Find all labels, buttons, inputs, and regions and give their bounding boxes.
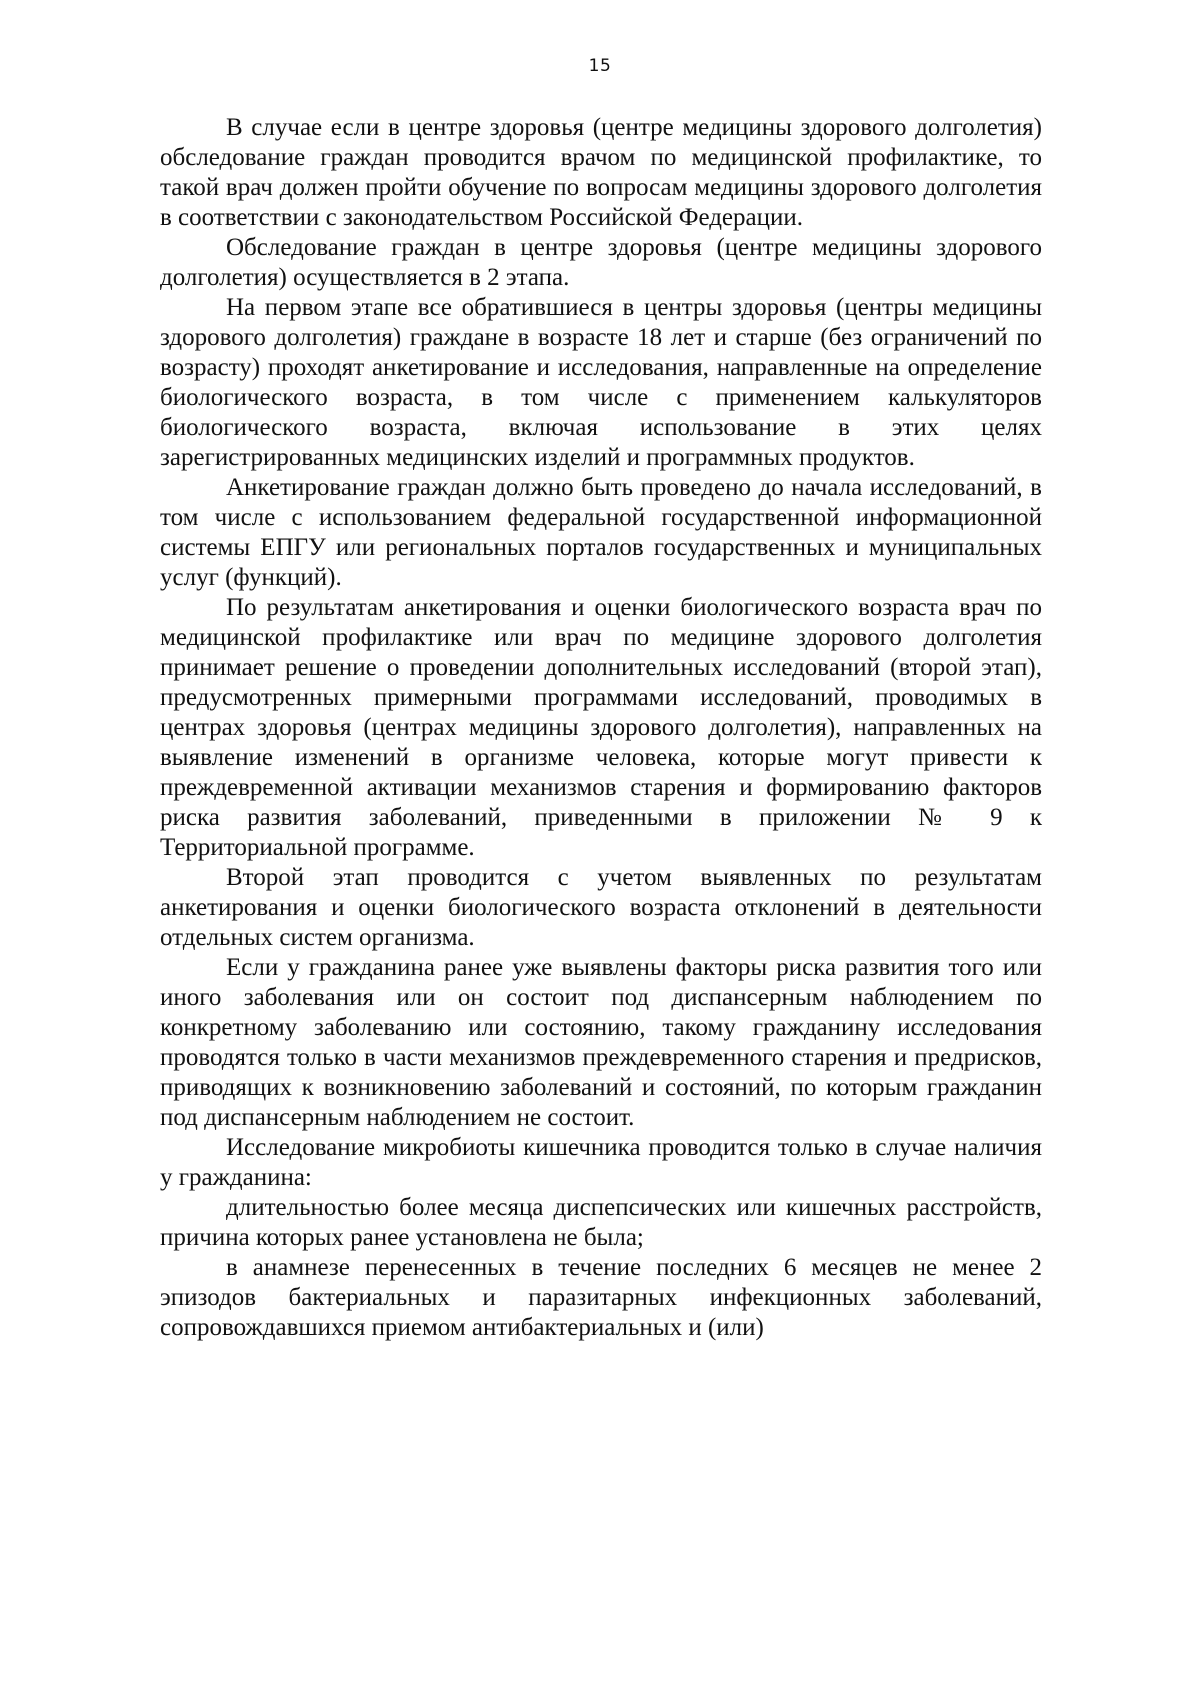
document-body (160, 113, 1042, 1343)
paragraph: Если у гражданина ранее уже выявлены факторы риска развития того или иного заболевания или он состоит под диспансерным наблюдением по конкретному заболеванию или состоянию, такому гражданину исследования проводятся только в части механизмов преждевременного старения и предрисков, приводящих к возникновению заболеваний и состояний, по которым гражданин под диспансерным наблюдением не состоит. (160, 954, 1042, 1131)
paragraph: Исследование микробиоты кишечника проводится только в случае наличия у гражданина: (160, 1134, 1042, 1191)
paragraph: Второй этап проводится с учетом выявленных по результатам анкетирования и оценки биологического возраста отклонений в деятельности отдельных систем организма. (160, 864, 1042, 951)
paragraph: По результатам анкетирования и оценки биологического возраста врач по медицинской профилактике или врач по медицине здорового долголетия принимает решение о проведении дополнительных исследований (второй этап), предусмотренных примерными программами исследований, проводимых в центрах здоровья (центрах медицины здорового долголетия), направленных на выявление изменений в организме человека, которые могут привести к преждевременной активации механизмов старения и формированию факторов риска развития заболеваний, приведенными в приложении № 9 к Территориальной программе. (160, 594, 1042, 861)
paragraph: Анкетирование граждан должно быть проведено до начала исследований, в том числе с использованием федеральной государственной информационной системы ЕПГУ или региональных порталов государственных и муниципальных услуг (функций). (160, 474, 1042, 591)
page-number: 15 (588, 56, 612, 76)
paragraph: В случае если в центре здоровья (центре медицины здорового долголетия) обследование граждан проводится врачом по медицинской профилактике, то такой врач должен пройти обучение по вопросам медицины здорового долголетия в соответствии с законодательством Российской Федерации. (160, 114, 1042, 231)
paragraph: Обследование граждан в центре здоровья (центре медицины здорового долголетия) осуществляется в 2 этапа. (160, 234, 1042, 291)
paragraph: в анамнезе перенесенных в течение последних 6 месяцев не менее 2 эпизодов бактериальных и паразитарных инфекционных заболеваний, сопровождавшихся приемом антибактериальных и (или) (160, 1254, 1042, 1341)
paragraph: На первом этапе все обратившиеся в центры здоровья (центры медицины здорового долголетия) граждане в возрасте 18 лет и старше (без ограничений по возрасту) проходят анкетирование и исследования, направленные на определение биологического возраста, в том числе с применением калькуляторов биологического возраста, включая использование в этих целях зарегистрированных медицинских изделий и программных продуктов. (160, 294, 1042, 471)
paragraph: длительностью более месяца диспепсических или кишечных расстройств, причина которых ранее установлена не была; (160, 1194, 1042, 1251)
